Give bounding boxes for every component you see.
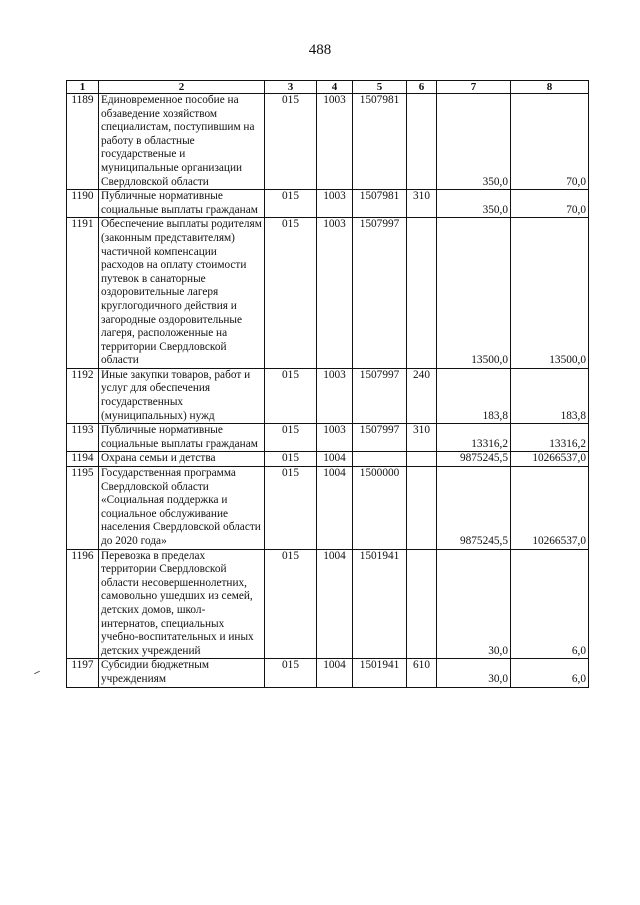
ministry-code-cell: 015 — [265, 467, 317, 550]
amount-year1-cell: 30,0 — [437, 549, 511, 659]
expense-type-cell: 610 — [407, 659, 437, 687]
target-code-cell: 1507981 — [353, 94, 407, 190]
row-name-cell: Иные закупки товаров, работ и услуг для обеспечения государственных (муниципальных) нужд — [99, 368, 265, 423]
section-code-cell: 1004 — [317, 659, 353, 687]
ministry-code-cell: 015 — [265, 218, 317, 369]
ministry-code-cell: 015 — [265, 190, 317, 218]
section-code-cell: 1003 — [317, 218, 353, 369]
row-number-cell: 1196 — [67, 549, 99, 659]
expense-type-cell — [407, 549, 437, 659]
ministry-code-cell: 015 — [265, 424, 317, 452]
target-code-cell: 1507997 — [353, 218, 407, 369]
expense-type-cell — [407, 467, 437, 550]
row-name-cell: Субсидии бюджетным учреждениям — [99, 659, 265, 687]
table-row — [67, 467, 589, 550]
section-code-cell: 1003 — [317, 94, 353, 190]
amount-year1-cell: 350,0 — [437, 94, 511, 190]
row-number-cell: 1192 — [67, 368, 99, 423]
expense-type-cell — [407, 94, 437, 190]
amount-year1-cell: 350,0 — [437, 190, 511, 218]
row-number-cell: 1193 — [67, 424, 99, 452]
header-col-5: 5 — [353, 81, 407, 94]
table-row — [67, 424, 589, 452]
row-name-cell: Публичные нормативные социальные выплаты гражданам — [99, 190, 265, 218]
page-number: 488 — [308, 42, 332, 58]
row-number-cell: 1189 — [67, 94, 99, 190]
section-code-cell: 1003 — [317, 424, 353, 452]
section-code-cell: 1004 — [317, 467, 353, 550]
expense-type-cell — [407, 452, 437, 467]
target-code-cell: 1507981 — [353, 190, 407, 218]
table-row — [67, 218, 589, 369]
stray-pen-mark — [34, 671, 40, 674]
header-col-6: 6 — [407, 81, 437, 94]
amount-year1-cell: 13500,0 — [437, 218, 511, 369]
target-code-cell — [353, 452, 407, 467]
row-name-cell: Охрана семьи и детства — [99, 452, 265, 467]
ministry-code-cell: 015 — [265, 549, 317, 659]
amount-year2-cell: 10266537,0 — [511, 467, 589, 550]
amount-year2-cell: 183,8 — [511, 368, 589, 423]
row-number-cell: 1191 — [67, 218, 99, 369]
row-name-cell: Перевозка в пределах территории Свердловской области несовершеннолетних, самовольно ушедших из семей, детских домов, школ-интернатов, специальных учебно-воспитательных и иных детских учреждений — [99, 549, 265, 659]
table-row — [67, 190, 589, 218]
table-row — [67, 549, 589, 659]
header-row — [67, 81, 589, 94]
target-code-cell: 1501941 — [353, 659, 407, 687]
amount-year2-cell: 70,0 — [511, 190, 589, 218]
section-code-cell: 1003 — [317, 368, 353, 423]
amount-year2-cell: 10266537,0 — [511, 452, 589, 467]
target-code-cell: 1500000 — [353, 467, 407, 550]
row-name-cell: Публичные нормативные социальные выплаты гражданам — [99, 424, 265, 452]
amount-year1-cell: 9875245,5 — [437, 452, 511, 467]
header-col-4: 4 — [317, 81, 353, 94]
row-number-cell: 1195 — [67, 467, 99, 550]
header-col-2: 2 — [99, 81, 265, 94]
budget-table — [66, 80, 589, 688]
target-code-cell: 1507997 — [353, 368, 407, 423]
expense-type-cell: 310 — [407, 190, 437, 218]
amount-year2-cell: 6,0 — [511, 659, 589, 687]
amount-year1-cell: 13316,2 — [437, 424, 511, 452]
row-name-cell: Обеспечение выплаты родителям (законным представителям) частичной компенсации расходов на оплату стоимости путевок в санаторные оздоровительные лагеря круглогодичного действия и загородные оздоровительные лагеря, расположенные на территории Свердловской области — [99, 218, 265, 369]
table-row — [67, 94, 589, 190]
header-col-3: 3 — [265, 81, 317, 94]
section-code-cell: 1004 — [317, 452, 353, 467]
row-number-cell: 1194 — [67, 452, 99, 467]
ministry-code-cell: 015 — [265, 452, 317, 467]
amount-year2-cell: 13500,0 — [511, 218, 589, 369]
target-code-cell: 1501941 — [353, 549, 407, 659]
expense-type-cell — [407, 218, 437, 369]
expense-type-cell: 240 — [407, 368, 437, 423]
header-col-8: 8 — [511, 81, 589, 94]
header-col-7: 7 — [437, 81, 511, 94]
row-name-cell: Единовременное пособие на обзаведение хозяйством специалистам, поступившим на работу в областные государственые и муниципальные организации Свердловской области — [99, 94, 265, 190]
amount-year1-cell: 9875245,5 — [437, 467, 511, 550]
ministry-code-cell: 015 — [265, 368, 317, 423]
amount-year1-cell: 183,8 — [437, 368, 511, 423]
row-number-cell: 1190 — [67, 190, 99, 218]
ministry-code-cell: 015 — [265, 94, 317, 190]
table-row — [67, 368, 589, 423]
row-name-cell: Государственная программа Свердловской области «Социальная поддержка и социальное обслуживание населения Свердловской области до 2020 года» — [99, 467, 265, 550]
table-row — [67, 659, 589, 687]
section-code-cell: 1004 — [317, 549, 353, 659]
section-code-cell: 1003 — [317, 190, 353, 218]
expense-type-cell: 310 — [407, 424, 437, 452]
table-row — [67, 452, 589, 467]
ministry-code-cell: 015 — [265, 659, 317, 687]
target-code-cell: 1507997 — [353, 424, 407, 452]
amount-year2-cell: 70,0 — [511, 94, 589, 190]
amount-year2-cell: 13316,2 — [511, 424, 589, 452]
amount-year2-cell: 6,0 — [511, 549, 589, 659]
header-col-1: 1 — [67, 81, 99, 94]
row-number-cell: 1197 — [67, 659, 99, 687]
amount-year1-cell: 30,0 — [437, 659, 511, 687]
